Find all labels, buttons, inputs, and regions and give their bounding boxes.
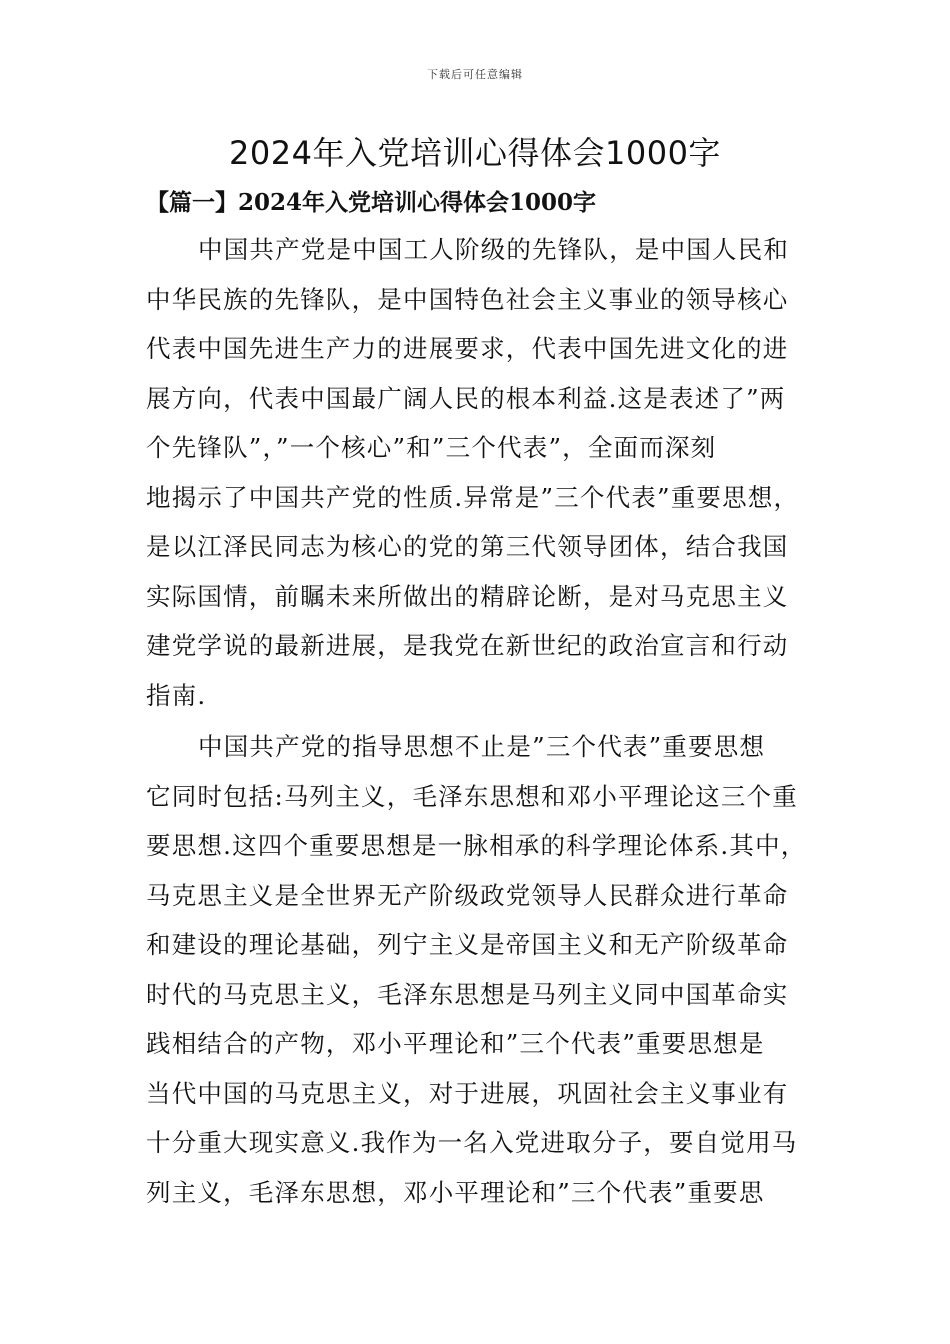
paragraph-line: 当代中国的马克思主义，对于进展，巩固社会主义事业有 xyxy=(146,1078,789,1108)
paragraph-line: 是以江泽民同志为核心的党的第三代领导团体，结合我国 xyxy=(146,532,789,561)
paragraph-line: 中国共产党的指导思想不止是”三个代表”重要思想 xyxy=(198,732,766,761)
paragraph-line: 和建设的理论基础，列宁主义是帝国主义和无产阶级革命 xyxy=(146,930,789,959)
paragraph-line: 展方向，代表中国最广阔人民的根本利益.这是表述了”两 xyxy=(146,383,786,413)
paragraph-line: 践相结合的产物，邓小平理论和”三个代表”重要思想是 xyxy=(146,1029,765,1058)
paragraph-line: 代表中国先进生产力的进展要求，代表中国先进文化的进 xyxy=(146,334,789,363)
paragraph-line: 十分重大现实意义.我作为一名入党进取分子，要自觉用马 xyxy=(146,1128,798,1157)
header-note: 下载后可任意编辑 xyxy=(427,68,523,81)
paragraph-2 xyxy=(146,722,826,1217)
paragraph-line: 时代的马克思主义，毛泽东思想是马列主义同中国革命实 xyxy=(146,979,789,1009)
paragraph-line: 实际国情，前瞩未来所做出的精辟论断，是对马克思主义 xyxy=(146,581,789,611)
paragraph-line: 要思想.这四个重要思想是一脉相承的科学理论体系.其中， xyxy=(146,831,807,860)
paragraph-line: 中华民族的先锋队，是中国特色社会主义事业的领导核心 xyxy=(146,284,789,314)
section-heading: 【篇一】2024年入党培训心得体会1000字 xyxy=(146,189,597,216)
paragraph-line: 个先锋队”，”一个核心”和”三个代表”，全面而深刻 xyxy=(146,433,717,462)
paragraph-line: 地揭示了中国共产党的性质.异常是”三个代表”重要思想， xyxy=(146,482,800,512)
paragraph-1 xyxy=(146,225,826,720)
paragraph-line: 建党学说的最新进展，是我党在新世纪的政治宣言和行动 xyxy=(146,631,789,660)
paragraph-line: 中国共产党是中国工人阶级的先锋队，是中国人民和 xyxy=(198,235,790,264)
paragraph-line: 马克思主义是全世界无产阶级政党领导人民群众进行革命 xyxy=(146,880,789,910)
paragraph-line: 它同时包括:马列主义，毛泽东思想和邓小平理论这三个重 xyxy=(146,781,798,811)
paragraph-line: 指南. xyxy=(146,680,207,710)
paragraph-line: 列主义，毛泽东思想，邓小平理论和”三个代表”重要思 xyxy=(146,1177,765,1207)
document-title: 2024年入党培训心得体会1000字 xyxy=(229,134,721,172)
